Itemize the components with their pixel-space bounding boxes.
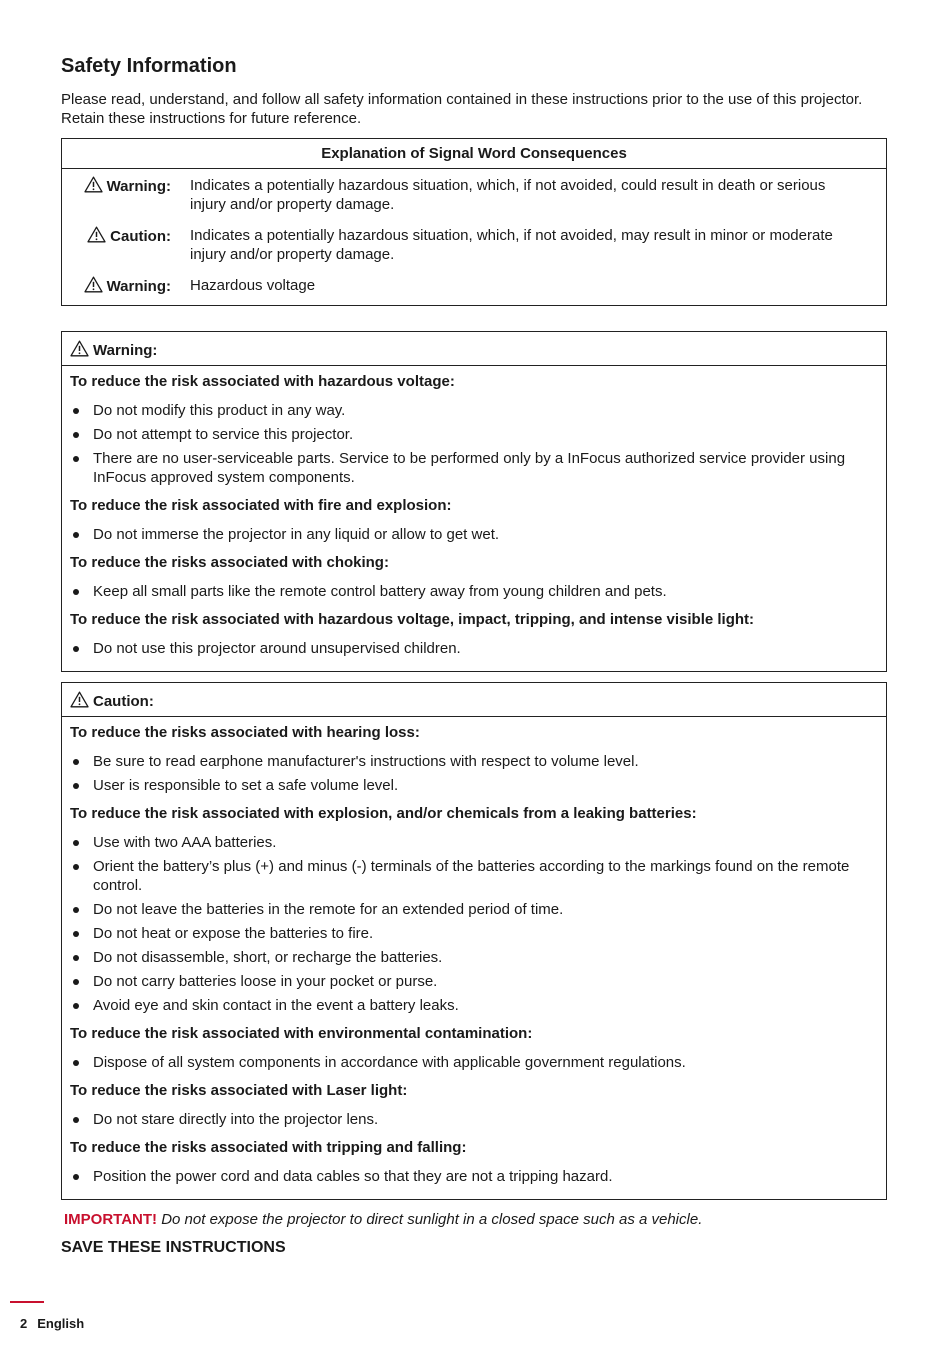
list-item: Do not heat or expose the batteries to fire. — [70, 924, 878, 943]
list-item: Orient the battery’s plus (+) and minus (-) terminals of the batteries according to the markings found on the remote control. — [70, 857, 878, 895]
caution-box — [61, 682, 887, 1200]
section-heading: To reduce the risks associated with choking: — [70, 554, 389, 571]
signal-label — [62, 276, 190, 298]
signal-table-title: Explanation of Signal Word Consequences — [62, 139, 886, 169]
footer-accent-line — [10, 1301, 44, 1303]
list-item: Do not modify this product in any way. — [70, 401, 878, 420]
page-footer — [20, 1316, 94, 1331]
section-heading: To reduce the risk associated with environmental contamination: — [70, 1025, 533, 1042]
signal-word-table — [61, 138, 887, 306]
list-item: Avoid eye and skin contact in the event a battery leaks. — [70, 996, 878, 1015]
signal-row — [62, 176, 886, 214]
bullet-list — [70, 401, 878, 487]
section-heading: To reduce the risk associated with hazardous voltage: — [70, 373, 455, 390]
signal-label-text: Warning: — [106, 278, 171, 295]
warning-box-header — [62, 332, 886, 366]
footer-language: English — [37, 1316, 85, 1331]
list-item: Do not stare directly into the projector lens. — [70, 1110, 878, 1129]
warning-triangle-icon — [84, 276, 103, 298]
warning-triangle-icon — [70, 685, 89, 723]
list-item: Position the power cord and data cables so that they are not a tripping hazard. — [70, 1167, 878, 1186]
warning-box — [61, 331, 887, 672]
page-title: Safety Information — [61, 55, 237, 77]
important-note — [64, 1210, 887, 1229]
signal-label-text: Warning: — [106, 178, 171, 195]
section-heading: To reduce the risks associated with Laser light: — [70, 1082, 408, 1099]
list-item: Do not carry batteries loose in your pocket or purse. — [70, 972, 878, 991]
document-page — [61, 52, 887, 1258]
bullet-list — [70, 1167, 878, 1186]
warning-triangle-icon — [84, 176, 103, 198]
signal-label — [62, 226, 190, 264]
list-item: There are no user-serviceable parts. Service to be performed only by a InFocus authorized service provider using InFocus approved system components. — [70, 449, 878, 487]
section-heading: To reduce the risk associated with fire and explosion: — [70, 497, 452, 514]
signal-label — [62, 176, 190, 214]
section-heading: To reduce the risks associated with tripping and falling: — [70, 1139, 467, 1156]
list-item: Do not leave the batteries in the remote for an extended period of time. — [70, 900, 878, 919]
list-item: Do not immerse the projector in any liquid or allow to get wet. — [70, 525, 878, 544]
section-heading: To reduce the risks associated with hearing loss: — [70, 724, 420, 741]
bullet-list — [70, 833, 878, 1015]
bullet-list — [70, 525, 878, 544]
section-heading: To reduce the risk associated with explosion, and/or chemicals from a leaking batteries: — [70, 805, 697, 822]
warning-triangle-icon — [70, 334, 89, 372]
warning-triangle-icon — [87, 226, 106, 248]
signal-description: Hazardous voltage — [190, 277, 316, 294]
bullet-list — [70, 1053, 878, 1072]
bullet-list — [70, 752, 878, 795]
important-label: IMPORTANT! — [64, 1211, 158, 1228]
list-item: Use with two AAA batteries. — [70, 833, 878, 852]
signal-row — [62, 226, 886, 264]
list-item: Do not disassemble, short, or recharge the batteries. — [70, 948, 878, 967]
bullet-list — [70, 582, 878, 601]
signal-description: Indicates a potentially hazardous situation, which, if not avoided, may result in minor or moderate injury and/or property damage. — [190, 227, 833, 263]
bullet-list — [70, 1110, 878, 1129]
signal-label-text: Caution: — [110, 228, 171, 245]
signal-table-rows — [62, 169, 886, 305]
bullet-list — [70, 639, 878, 658]
intro-paragraph: Please read, understand, and follow all safety information contained in these instructions prior to the use of this projector. Retain these instructions for future reference. — [61, 91, 863, 127]
list-item: Be sure to read earphone manufacturer's instructions with respect to volume level. — [70, 752, 878, 771]
signal-description: Indicates a potentially hazardous situation, which, if not avoided, could result in death or serious injury and/or property damage. — [190, 177, 826, 213]
list-item: Do not attempt to service this projector. — [70, 425, 878, 444]
list-item: Dispose of all system components in accordance with applicable government regulations. — [70, 1053, 878, 1072]
list-item: Do not use this projector around unsupervised children. — [70, 639, 878, 658]
caution-box-body — [62, 717, 886, 1199]
section-heading: To reduce the risk associated with hazardous voltage, impact, tripping, and intense visible light: — [70, 611, 755, 628]
warning-box-body — [62, 366, 886, 671]
page-number: 2 — [20, 1316, 28, 1331]
important-text: Do not expose the projector to direct sunlight in a closed space such as a vehicle. — [161, 1211, 703, 1228]
warning-box-header-label: Warning: — [93, 342, 158, 359]
list-item: Keep all small parts like the remote control battery away from young children and pets. — [70, 582, 878, 601]
caution-box-header — [62, 683, 886, 717]
list-item: User is responsible to set a safe volume level. — [70, 776, 878, 795]
caution-box-header-label: Caution: — [93, 693, 154, 710]
signal-row — [62, 276, 886, 298]
save-instructions: SAVE THESE INSTRUCTIONS — [61, 1239, 286, 1256]
